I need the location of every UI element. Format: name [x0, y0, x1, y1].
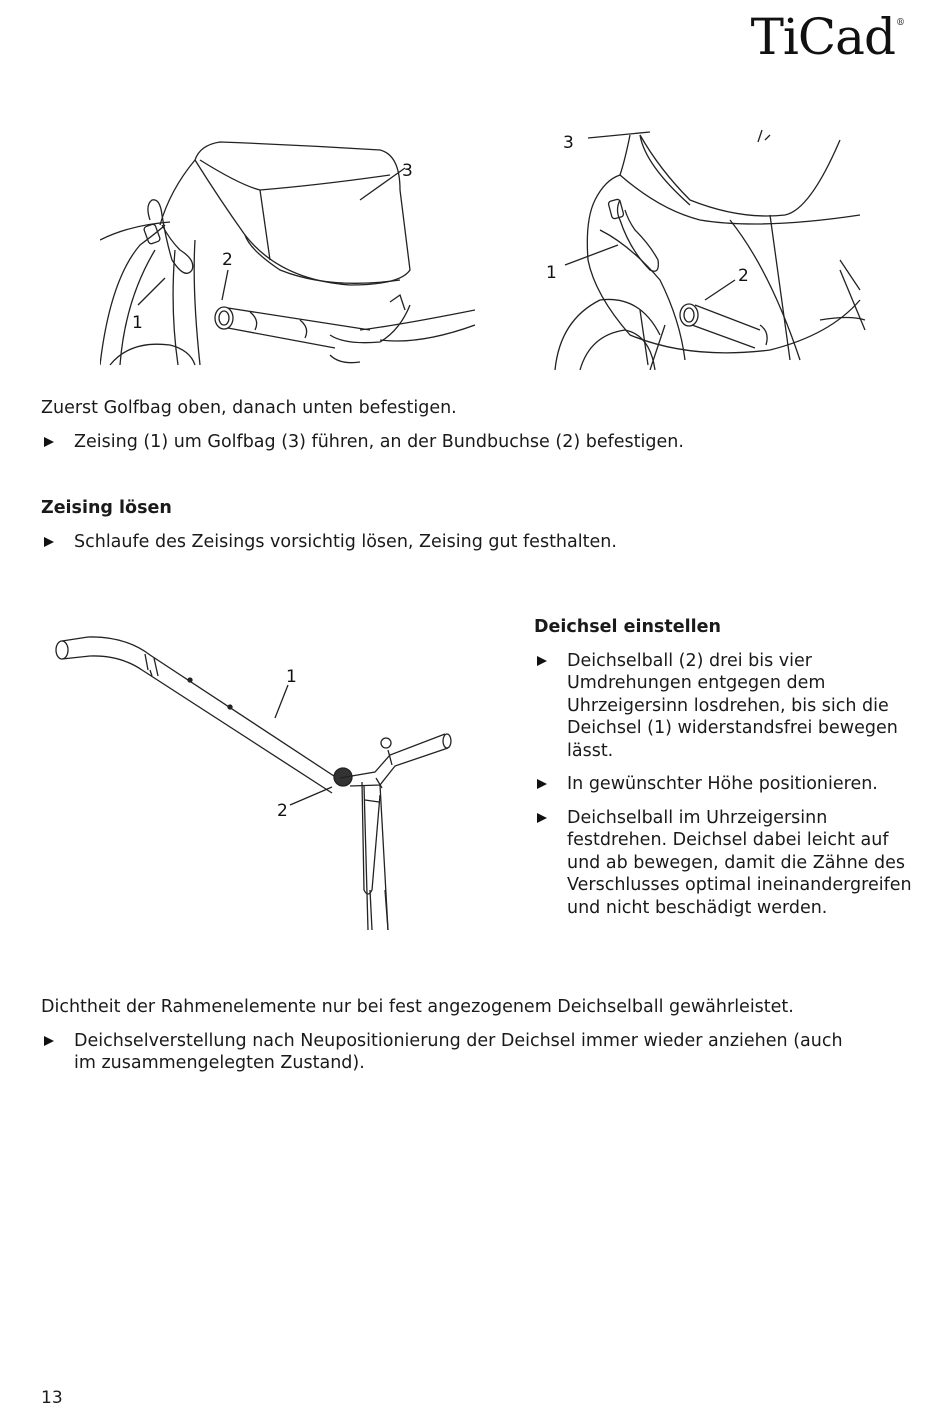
bullet-item: [534, 807, 914, 920]
bullet-triangle-icon: [44, 1036, 54, 1046]
ticad-logo: [751, 8, 904, 66]
bullet-triangle-icon: [537, 813, 547, 823]
adjust-heading: Deichsel einstellen: [534, 617, 721, 637]
registered-mark: ®: [896, 18, 904, 28]
callout-2: 2: [277, 801, 288, 821]
adjust-section: [534, 616, 914, 919]
attach-intro: Zuerst Golfbag oben, danach unten befestigen.: [41, 398, 457, 418]
bullet-triangle-icon: [537, 656, 547, 666]
callout-1: 1: [286, 667, 297, 687]
bullet-triangle-icon: [44, 537, 54, 547]
callout-2: 2: [738, 266, 749, 286]
release-heading: Zeising lösen: [41, 498, 172, 518]
callout-2: 2: [222, 250, 233, 270]
bullet-item: [41, 431, 901, 454]
bullet-text: Deichselverstellung nach Neupositionierung der Deichsel immer wieder anziehen (auch im zusammengelegten Zustand).: [74, 1030, 843, 1073]
attach-section: [41, 397, 901, 453]
bullet-text: Deichselball im Uhrzeigersinn festdrehen. Deichsel dabei leicht auf und ab bewegen, damit die Zähne des Verschlusses optimal ineinandergreifen und nicht beschädigt werden.: [567, 807, 912, 918]
golfbag-side-illustration: [540, 120, 870, 370]
callout-3: 3: [563, 133, 574, 153]
bullet-text: In gewünschter Höhe positionieren.: [567, 774, 878, 794]
brand-name: TiCad: [750, 8, 895, 66]
callout-1: 1: [546, 263, 557, 283]
bullet-item: [534, 773, 914, 796]
bullet-item: [534, 650, 914, 763]
bullet-item: [41, 1030, 854, 1075]
handle-illustration: [50, 630, 470, 935]
release-section: [41, 497, 901, 553]
bullet-item: [41, 531, 901, 554]
seal-intro: Dichtheit der Rahmenelemente nur bei fest angezogenem Deichselball gewährleistet.: [41, 997, 794, 1017]
bullet-text: Zeising (1) um Golfbag (3) führen, an der Bundbuchse (2) befestigen.: [74, 431, 684, 452]
page-number: 13: [41, 1388, 63, 1408]
bullet-triangle-icon: [537, 779, 547, 789]
bullet-text: Deichselball (2) drei bis vier Umdrehungen entgegen dem Uhrzeigersinn losdrehen, bis sich die Deichsel (1) widerstandsfrei bewegen lässt.: [567, 650, 898, 761]
bullet-text: Schlaufe des Zeisings vorsichtig lösen, Zeising gut festhalten.: [74, 531, 617, 552]
golfbag-front-illustration: [100, 130, 475, 370]
callout-1: 1: [132, 313, 143, 333]
bullet-triangle-icon: [44, 437, 54, 447]
seal-section: [41, 996, 901, 1075]
callout-3: 3: [402, 161, 413, 181]
